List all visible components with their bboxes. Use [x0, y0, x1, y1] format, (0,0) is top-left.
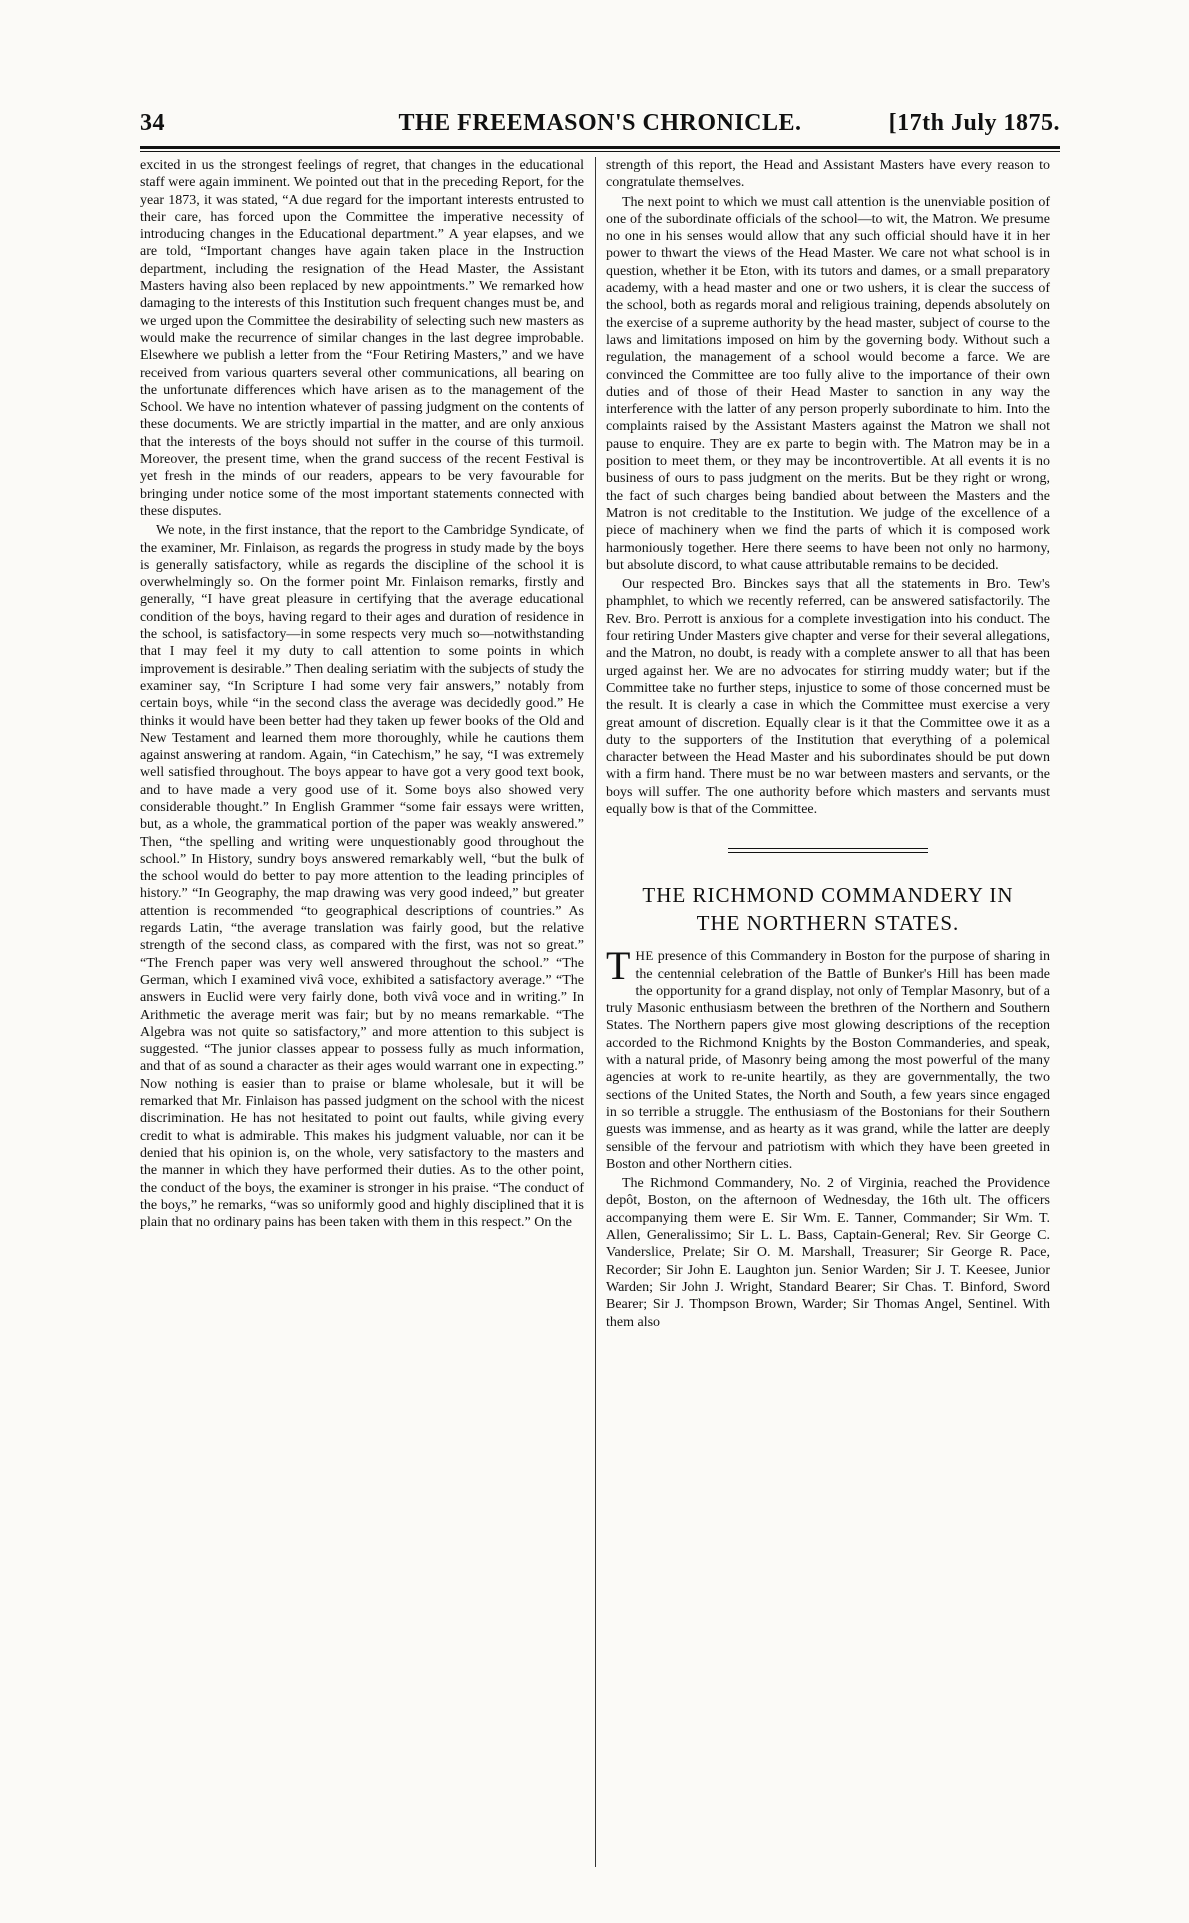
- page-number: 34: [140, 110, 165, 136]
- page-header: [140, 110, 1060, 140]
- right-paragraph: The next point to which we must call attention is the unenviable position of one of the subordinate officials of the school—to wit, the Matron. We presume no one in his senses would allow that any such official should have it in her power to thwart the views of the Head Master. We care not what school is in question, whether it be Eton, with its tutors and dames, or a small preparatory academy, with a head master and one or two ushers, it is clear the success of the school, both as regards moral and religious training, depends absolutely on the exercise of a supreme authority by the head master, subject of course to the laws and limitations imposed on him by the governing body. Without such a regulation, the management of a school would become a farce. We are convinced the Committee are too fully alive to the importance of their own duties and of those of their Head Master to sanction in any way the interference with the latter of any person properly subordinate to him. Into the complaints raised by the Assistant Masters against the Matron we shall not pause to enquire. They are ex parte to begin with. The Matron may be in a position to meet them, or they may be incontrovertible. At all events it is no business of ours to pass judgment on the merits. But be they right or wrong, the fact of such charges being bandied about between the Masters and the Matron is not creditable to the Institution. We judge of the excellence of a piece of machinery when we find the parts of which it is composed work harmoniously together. Here there seems to have been not only no harmony, but absolute discord, to what cause attributable remains to be decided.: [606, 194, 1050, 573]
- left-paragraph: excited in us the strongest feelings of regret, that changes in the educational staff were again imminent. We pointed out that in the preceding Report, for the year 1873, it was stated, “A due regard for the important interests entrusted to their care, has forced upon the Committee the imperative necessity of introducing changes in the Educational department.” A year elapses, and we are told, “Important changes have again taken place in the Instruction department, including the resignation of the Head Master, the Assistant Masters having also been replaced by new appointments.” We remarked how damaging to the interests of this Institution such frequent changes must be, and we urged upon the Committee the desirability of selecting such new masters as would make the recurrence of similar changes in the last degree improbable. Elsewhere we publish a letter from the “Four Retiring Masters,” and we have received from various quarters several other communications, all bearing on the unfortunate differences which have arisen as to the management of the School. We have no intention whatever of passing judgment on the contents of these documents. We are strictly impartial in the matter, and are only anxious that the interests of the boys should not suffer in the course of this turmoil. Moreover, the present time, when the grand success of the recent Festival is yet fresh in the minds of our readers, appears to be very favourable for bringing under notice some of the most important statements connected with these disputes.: [140, 158, 584, 519]
- left-paragraph: We note, in the first instance, that the report to the Cambridge Syndicate, of the examiner, Mr. Finlaison, as regards the progress in study made by the boys is generally satisfactory, while as regards the discipline of the school it is overwhelmingly so. On the former point Mr. Finlaison remarks, firstly and generally, “I have great pleasure in certifying that the average educational condition of the boys, having regard to their ages and duration of residence in the school, is satisfactory—in some respects very much so—notwithstanding that I may feel it my duty to call attention to some points in which improvement is desirable.” Then dealing seriatim with the subjects of study the examiner say, “In Scripture I had some very fair answers,” notably from certain boys, while “in the second class the average was decidedly good.” He thinks it would have been better had they taken up fewer books of the Old and New Testament and learned them more thoroughly, while he cautions them against answering at random. Again, “in Catechism,” he say, “I was extremely well satisfied throughout. The boys appear to have got a very good text book, and to have made a very good use of it. Some boys also showed very considerable thought.” In English Grammer “some fair essays were written, but, as a whole, the grammatical portion of the paper was weakly answered.” Then, “the spelling and writing were unquestionably good throughout the school.” In History, sundry boys answered remarkably well, “but the bulk of the school would do better to pay more attention to the leading principles of history.” “In Geography, the map drawing was very good indeed,” but greater attention is recommended “to geographical descriptions of countries.” As regards Latin, “the average translation was fairly good, but the relative strength of the second class, as compared with the first, was not so great.” “The French paper was very well answered throughout the school.” “The German, which I examined vivâ voce, exhibited a satisfactory average.” “The answers in Euclid were very fairly done, both vivâ voce and in writing.” In Arithmetic the average merit was fair; but by no means remarkable. “The Algebra was not quite so satisfactory,” and more attention to this subject is suggested. “The junior classes appear to possess fully as much information, and that of as sound a character as their ages would warrant one in expecting.” Now nothing is easier than to praise or blame wholesale, but it will be remarked that Mr. Finlaison has passed judgment on the school with the nicest discrimination. He has not hesitated to point out faults, while giving every credit to what is admirable. This makes his judgment valuable, nor can it be denied that his opinion is, on the whole, very satisfactory to the masters and the manner in which they have performed their duties. As to the other point, the conduct of the boys, the examiner is stronger in his praise. “The conduct of the boys,” he remarks, “was so uniformly good and highly disciplined that it is plain that no ordinary pains has been taken with them in this respect.” On the: [140, 523, 584, 1231]
- publication-title: THE FREEMASON'S CHRONICLE.: [398, 110, 802, 136]
- section-title-line-1: THE RICHMOND COMMANDERY IN: [642, 883, 1014, 908]
- issue-date: [17th July 1875.: [888, 110, 1060, 136]
- section-title: [606, 881, 1050, 937]
- right-paragraph: Our respected Bro. Binckes says that all the statements in Bro. Tew's phamphlet, to which we recently referred, can be answered satisfactorily. The Rev. Bro. Perrott is anxious for a complete investigation into his conduct. The four retiring Under Masters give chapter and verse for their several allegations, and the Matron, no doubt, is ready with a complete answer to all that has been urged against her. We are no advocates for stirring muddy water; but if the Committee take no further steps, injustice to some of those concerned must be the result. It is clearly a case in which the Committee must exercise a very great amount of discretion. Equally clear is it that the Committee owe it as a duty to the supporters of the Institution that everything of a polemical character between the Head Master and his subordinates should be put down with a firm hand. There must be no war between masters and servants, or the boys will suffer. The one authority before which masters and servants must equally bow is that of the Committee.: [606, 577, 1050, 817]
- section-paragraph: The Richmond Commandery, No. 2 of Virginia, reached the Providence depôt, Boston, on the afternoon of Wednesday, the 16th ult. The officers accompanying them were E. Sir Wm. E. Tanner, Commander; Sir Wm. T. Allen, Generalissimo; Sir L. L. Bass, Captain-General; Rev. Sir George C. Vanderslice, Prelate; Sir O. M. Marshall, Treasurer; Sir George R. Pace, Recorder; Sir John E. Laughton jun. Senior Warden; Sir J. T. Keesee, Junior Warden; Sir John J. Wright, Standard Bearer; Sir Chas. T. Binford, Sword Bearer; Sir J. Thompson Brown, Warder; Sir Thomas Angel, Sentinel. With them also: [606, 1176, 1050, 1330]
- header-rule-thick: [140, 146, 1060, 149]
- column-divider: [595, 157, 596, 1867]
- section-separator: [728, 848, 928, 853]
- right-paragraph: strength of this report, the Head and Assistant Masters have every reason to congratulate themselves.: [606, 158, 1050, 191]
- section-title-line-2: THE NORTHERN STATES.: [696, 911, 960, 936]
- drop-cap: T: [606, 943, 631, 989]
- header-rule-thin: [140, 151, 1060, 152]
- section-paragraph-text: presence of this Commandery in Boston for the purpose of sharing in the centennial celebration of the Battle of Bunker's Hill has been made the opportunity for a grand display, not only of Templar Masonry, but of a truly Masonic enthusiasm between the brethren of the Northern and Southern States. The Northern papers give most glowing descriptions of the reception accorded to the Richmond Knights by the Boston Commanderies, and speak, with a natural pride, of Masonry being among the most powerful of the many agencies at work to re-unite heartily, as they are governmentally, the two sections of the United States, the North and South, a few years since engaged in so terrible a struggle. The enthusiasm of the Bostonians for their Southern guests was immense, and as hearty as it was grand, while the latter are deeply sensible of the fervour and patriotism with which they have been greeted in Boston and other Northern cities.: [606, 949, 1050, 1172]
- right-column: [606, 157, 1050, 1331]
- opening-word: HE: [635, 948, 654, 964]
- left-column: [140, 157, 584, 1231]
- section-paragraph: [606, 943, 1050, 1173]
